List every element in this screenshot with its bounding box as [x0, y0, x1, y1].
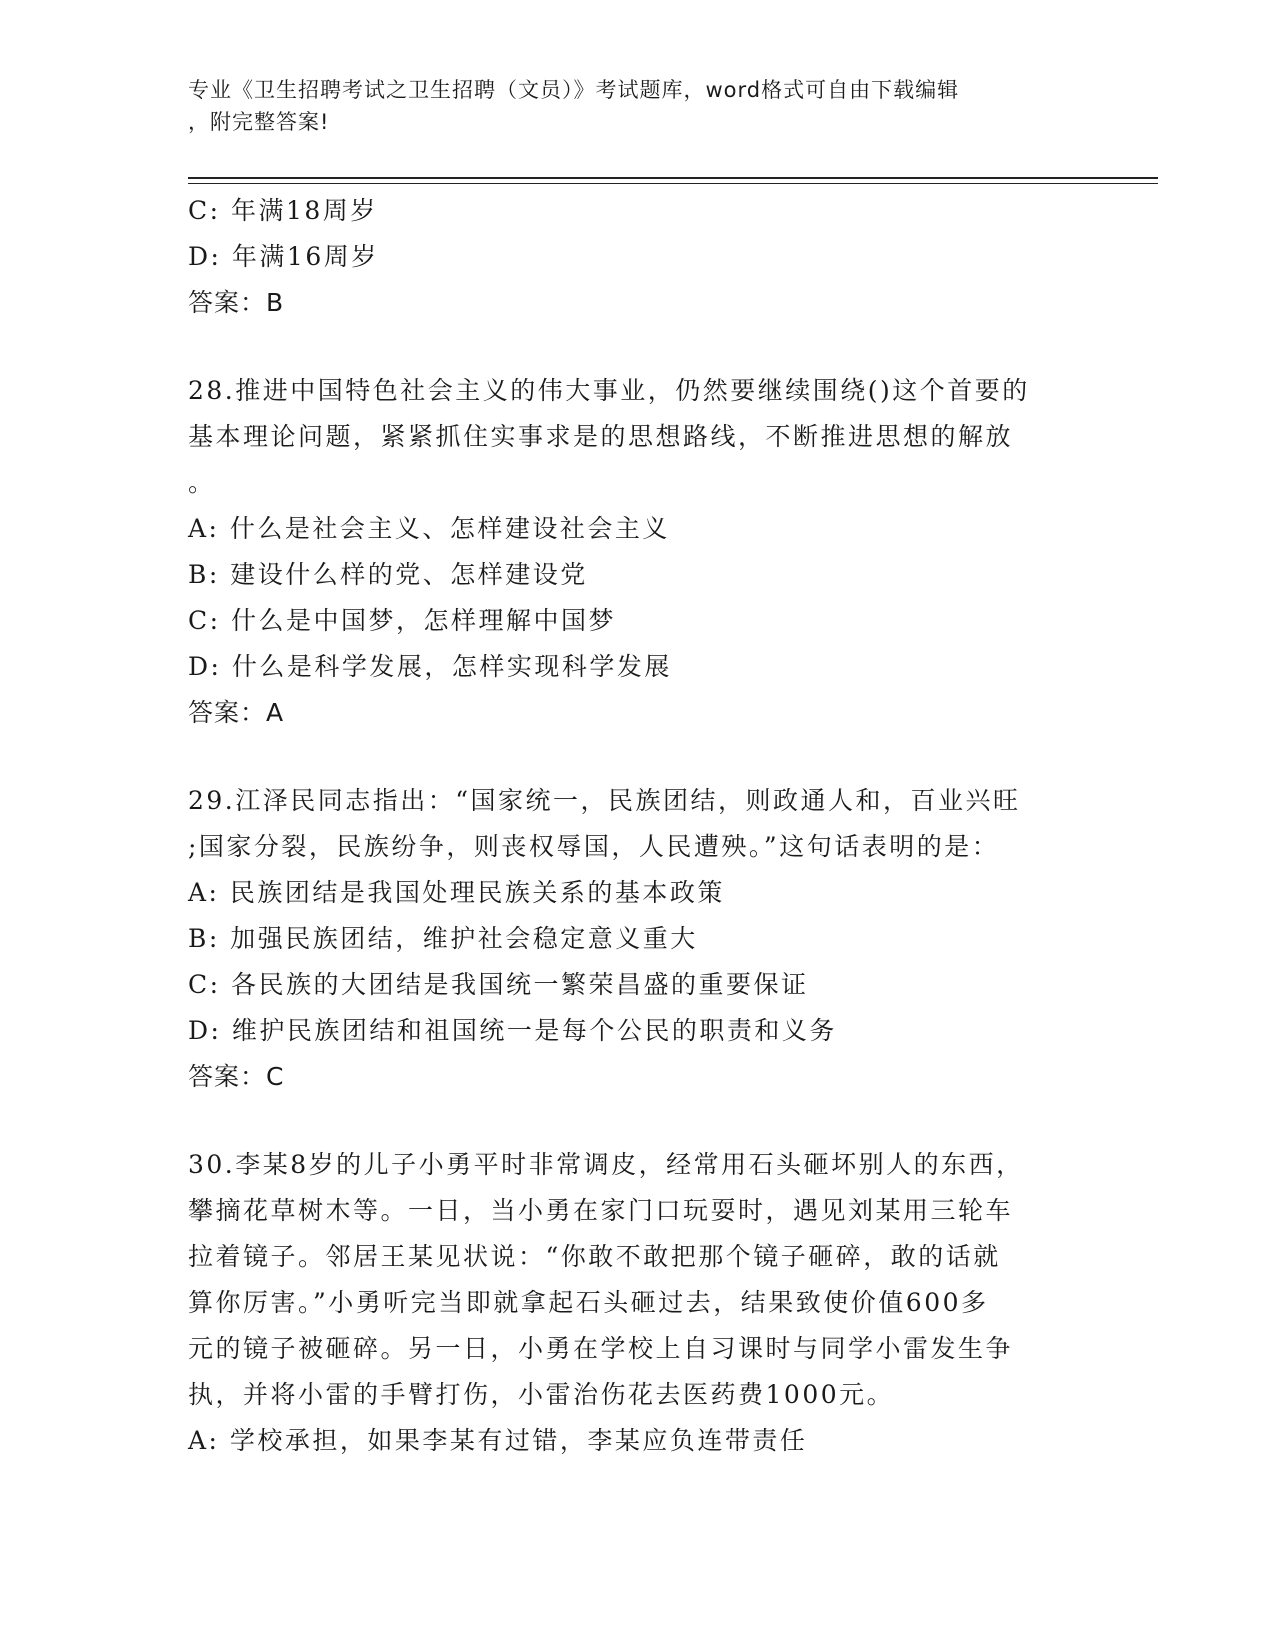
question-stem-line: 算你厉害。”小勇听完当即就拿起石头砸过去，结果致使价值600多 — [188, 1288, 989, 1317]
answer-line: 答案：B — [188, 288, 285, 317]
header-line-1: 专业《卫生招聘考试之卫生招聘（文员）》考试题库，word格式可自由下载编辑 — [188, 78, 960, 102]
page-header — [188, 74, 1088, 138]
option-b: B: 建设什么样的党、怎样建设党 — [188, 560, 588, 589]
option-d: D: 维护民族团结和祖国统一是每个公民的职责和义务 — [188, 1016, 837, 1045]
question-stem-line: 元的镜子被砸碎。另一日，小勇在学校上自习课时与同学小雷发生争 — [188, 1334, 1014, 1363]
option-a: A: 什么是社会主义、怎样建设社会主义 — [188, 514, 670, 543]
question-stem-line: 。 — [188, 468, 216, 497]
header-line-2: ，附完整答案! — [188, 110, 330, 134]
question-stem-line: 基本理论问题，紧紧抓住实事求是的思想路线，不断推进思想的解放 — [188, 422, 1014, 451]
option-b: B: 加强民族团结，维护社会稳定意义重大 — [188, 924, 698, 953]
question-30 — [188, 1142, 1088, 1464]
header-rule-thin — [188, 183, 1158, 184]
option-d: D: 什么是科学发展，怎样实现科学发展 — [188, 652, 672, 681]
question-28 — [188, 368, 1088, 736]
option-a: A: 学校承担，如果李某有过错，李某应负连带责任 — [188, 1426, 808, 1455]
spacer — [188, 326, 1088, 368]
prev-question — [188, 188, 1088, 326]
question-content — [188, 188, 1088, 1464]
question-stem-line: 30.李某8岁的儿子小勇平时非常调皮，经常用石头砸坏别人的东西， — [188, 1150, 1024, 1179]
option-c: C: 各民族的大团结是我国统一繁荣昌盛的重要保证 — [188, 970, 809, 999]
answer-line: 答案：C — [188, 1062, 285, 1091]
question-stem-line: 执，并将小雷的手臂打伤，小雷治伤花去医药费1000元。 — [188, 1380, 895, 1409]
question-stem-line: 拉着镜子。邻居王某见状说：“你敢不敢把那个镜子砸碎，敢的话就 — [188, 1242, 1001, 1271]
option-a: A: 民族团结是我国处理民族关系的基本政策 — [188, 878, 725, 907]
question-29 — [188, 778, 1088, 1100]
spacer — [188, 1100, 1088, 1142]
option-c: C: 年满18周岁 — [188, 196, 378, 225]
spacer — [188, 736, 1088, 778]
question-stem-line: 28.推进中国特色社会主义的伟大事业，仍然要继续围绕()这个首要的 — [188, 376, 1030, 405]
option-c: C: 什么是中国梦，怎样理解中国梦 — [188, 606, 616, 635]
header-rule-thick — [188, 177, 1158, 179]
option-d: D: 年满16周岁 — [188, 242, 379, 271]
answer-line: 答案：A — [188, 698, 285, 727]
question-stem-line: 攀摘花草树木等。一日，当小勇在家门口玩耍时，遇见刘某用三轮车 — [188, 1196, 1014, 1225]
question-stem-line: 29.江泽民同志指出：“国家统一，民族团结，则政通人和，百业兴旺 — [188, 786, 1021, 815]
question-stem-line: ;国家分裂，民族纷争，则丧权辱国，人民遭殃。”这句话表明的是： — [188, 832, 1000, 861]
